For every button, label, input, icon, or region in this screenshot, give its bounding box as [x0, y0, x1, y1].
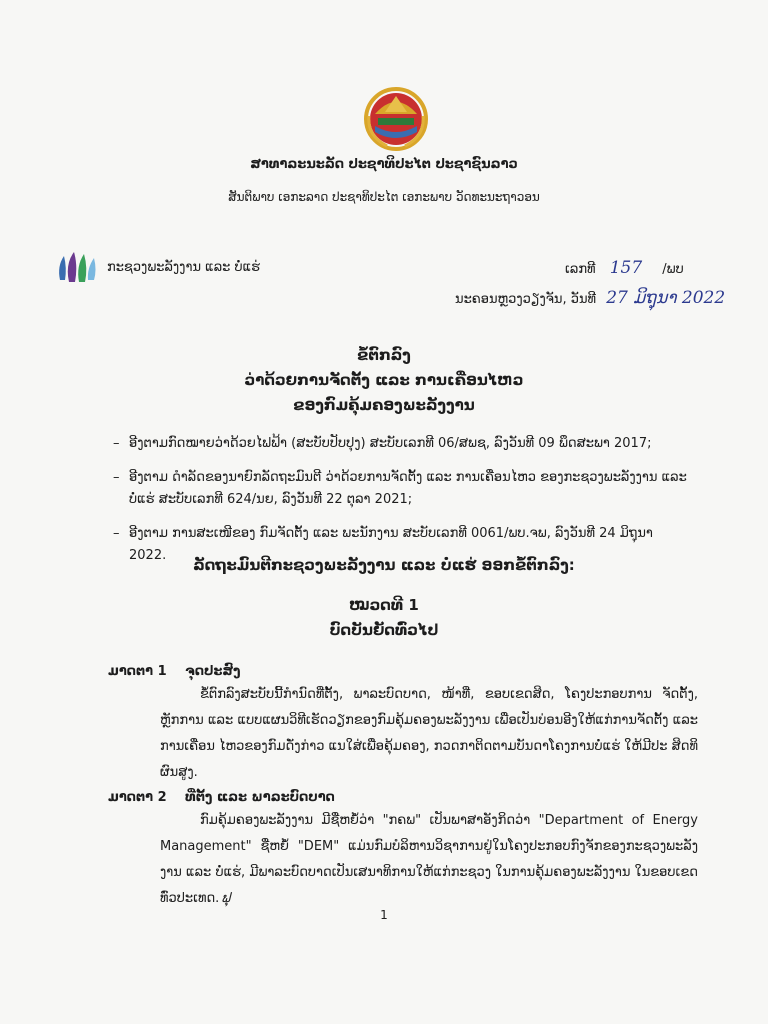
article-2-heading	[108, 790, 335, 805]
article-label: ມາດຕາ 1	[108, 664, 167, 679]
handwritten-initials: ຟຸ	[221, 891, 231, 906]
bullet-dash: –	[113, 470, 120, 485]
bullet-dash: –	[113, 526, 120, 541]
bullet-dash: –	[113, 436, 120, 451]
handwritten-date: 27 ມິຖຸນາ 2022	[606, 288, 726, 308]
article-2-body: ກົມຄຸ້ມຄອງພະລັງງານ ມີຊື່ຫຍໍ້ວ່າ "ກຄພ" ເປັນພາສາອັງກິດວ່າ "Department of Energy Management" ຊື່ຫຍໍ້ "DEM" ແມ່ນກົມບໍລິຫານວິຊາການຢູ່ໃນໂຄງປະກອບກົງຈັກຂອງກະຊວງພະລັງ ງານ ແລະ ບໍ່ແຮ່, ມີພາລະບົດບາດເປັນເສນາທິການໃຫ້ແກ່ກະຊວງ ໃນການຄຸ້ມຄອງພະລັງງານ ໃນຂອບເຂດ ທົ່ວປະເທດ. ຟຸ	[160, 813, 698, 906]
chapter-number: ໝວດທີ 1	[349, 596, 419, 614]
title-line-2: ວ່າດ້ວຍການຈັດຕັ້ງ ແລະ ການເຄື່ອນໄຫວ	[244, 371, 524, 389]
document-number	[565, 258, 684, 278]
document-number-suffix: /ພບ	[662, 262, 684, 277]
article-1-body: ຂໍ້ຕົກລົງສະບັບນີ້ກຳນົດທີ່ຕັ້ງ, ພາລະບົດບາດ, ໜ້າທີ່, ຂອບເຂດສິດ, ໂຄງປະກອບການ ຈັດຕັ້ງ, ຫຼັກການ ແລະ ແບບແຜນວິທີເຮັດວຽກຂອງກົມຄຸ້ມຄອງພະລັງງານ ເພື່ອເປັນບ່ອນອີງໃຫ້ແກ່ການຈັດຕັ້ງ ແລະ ການເຄື່ອນ ໄຫວຂອງກົມດັ່ງກ່າວ ແນໃສ່ເພື່ອຄຸ້ມຄອງ, ກວດກາຕິດຕາມບັນດາໂຄງການບໍ່ແຮ່ ໃຫ້ມີປະ ສິດທິຜົນສູງ.	[160, 687, 698, 780]
ministry-name: ກະຊວງພະລັງງານ ແລະ ບໍ່ແຮ່	[107, 259, 261, 275]
national-emblem-icon	[361, 86, 431, 152]
reference-item: – ອີງຕາມ ການສະເໜີຂອງ ກົມຈັດຕັ້ງ ແລະ ພະນັກງານ ສະບັບເລກທີ 0061/ພບ.ຈພ, ລົງວັນທີ 24 ມິຖຸນາ 2022.	[115, 523, 690, 567]
ministry-logo-icon	[55, 250, 103, 284]
page-number: 1	[380, 908, 388, 922]
ministry-header	[55, 250, 260, 284]
reference-item: – ອີງຕາມ ດຳລັດຂອງນາຍົກລັດຖະມົນຕີ ວ່າດ້ວຍການຈັດຕັ້ງ ແລະ ການເຄື່ອນໄຫວ ຂອງກະຊວງພະລັງງານ ແລະ ບໍ່ແຮ່ ສະບັບເລກທີ 624/ນຍ, ລົງວັນທີ 22 ຕຸລາ 2021;	[115, 467, 690, 511]
article-title: ທີ່ຕັ້ງ ແລະ ພາລະບົດບາດ	[185, 790, 335, 805]
article-1-heading	[108, 664, 241, 679]
place-and-date	[455, 288, 725, 308]
article-label: ມາດຕາ 2	[108, 790, 167, 805]
document-number-label: ເລກທີ	[565, 262, 596, 277]
decision-line: ລັດຖະມົນຕີກະຊວງພະລັງງານ ແລະ ບໍ່ແຮ່ ອອກຂໍ້ຕົກລົງ:	[193, 556, 575, 574]
article-title: ຈຸດປະສົງ	[185, 664, 241, 679]
title-line-1: ຂໍ້ຕົກລົງ	[357, 346, 411, 364]
country-name: ສາທາລະນະລັດ ປະຊາທິປະໄຕ ປະຊາຊົນລາວ	[250, 157, 518, 172]
title-line-3: ຂອງກົມຄຸ້ມຄອງພະລັງງານ	[293, 396, 475, 414]
national-motto: ສັນຕິພາບ ເອກະລາດ ປະຊາທິປະໄຕ ເອກະພາບ ວັດທະນະຖາວອນ	[228, 190, 540, 204]
document-number-value: 157	[609, 258, 643, 278]
place-date-label: ນະຄອນຫຼວງວຽງຈັນ, ວັນທີ	[455, 292, 597, 307]
chapter-title: ບົດບັນຍັດທົ່ວໄປ	[329, 621, 439, 639]
reference-item: – ອີງຕາມກົດໝາຍວ່າດ້ວຍໄຟຟ້າ (ສະບັບປັບປຸງ) ສະບັບເລກທີ 06/ສພຊ, ລົງວັນທີ 09 ພຶດສະພາ 2017;	[115, 433, 690, 455]
